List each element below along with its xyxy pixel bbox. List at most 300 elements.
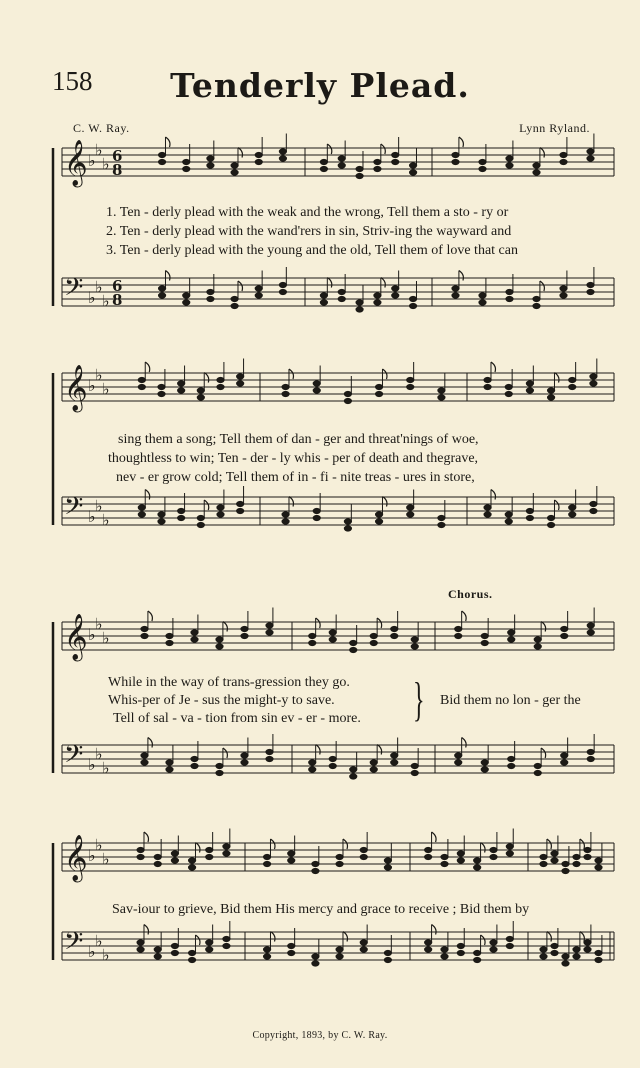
note-head [533, 303, 540, 308]
note-head [411, 763, 418, 768]
note-head [166, 760, 173, 765]
note-head [560, 293, 567, 298]
note-head [457, 950, 464, 955]
note-head [178, 388, 185, 393]
note-head [547, 395, 554, 400]
note-head [338, 163, 345, 168]
note-head [329, 630, 336, 635]
flat-icon: ♭ [102, 510, 110, 530]
note-head [344, 526, 351, 531]
note-head [207, 163, 214, 168]
note-head [138, 512, 145, 517]
note-head [561, 626, 568, 631]
note-head [266, 623, 273, 628]
note-head [455, 633, 462, 638]
note-flag [204, 373, 209, 383]
note-head [370, 640, 377, 645]
note-flag [327, 278, 332, 288]
note-head [206, 940, 213, 945]
note-head [154, 947, 161, 952]
note-head [166, 633, 173, 638]
flat-icon: ♭ [95, 277, 103, 297]
note-head [137, 947, 144, 952]
note-head [370, 760, 377, 765]
flat-icon: ♭ [88, 625, 96, 644]
note-flag [481, 843, 486, 853]
note-flag [381, 144, 386, 154]
note-head [452, 293, 459, 298]
note-head [255, 152, 262, 157]
note-head [569, 505, 576, 510]
chorus-line1: Bid them no lon - ger the [440, 693, 581, 708]
flat-icon: ♭ [88, 376, 96, 395]
flat-icon: ♭ [95, 835, 103, 855]
verse1-line3: While in the way of trans-gression they go. [108, 675, 350, 690]
note-head [560, 152, 567, 157]
note-head [288, 943, 295, 948]
note-head [191, 630, 198, 635]
note-flag [432, 832, 437, 842]
note-head [590, 501, 597, 506]
note-head [360, 854, 367, 859]
note-head [282, 391, 289, 396]
note-flag [343, 839, 348, 849]
note-head [223, 936, 230, 941]
note-head [183, 293, 190, 298]
note-head [288, 858, 295, 863]
flat-icon: ♭ [95, 140, 103, 160]
note-flag [462, 738, 467, 748]
note-head [508, 763, 515, 768]
note-head [409, 163, 416, 168]
note-head [384, 865, 391, 870]
flat-icon: ♭ [95, 496, 103, 516]
note-head [438, 395, 445, 400]
note-head [171, 943, 178, 948]
note-head [392, 286, 399, 291]
note-head [197, 522, 204, 527]
note-head [350, 647, 357, 652]
flat-icon: ♭ [95, 931, 103, 951]
flat-icon: ♭ [88, 846, 96, 865]
note-head [562, 954, 569, 959]
note-head [138, 505, 145, 510]
note-head [350, 774, 357, 779]
note-head [370, 767, 377, 772]
note-flag [145, 362, 150, 372]
note-head [457, 943, 464, 948]
note-head [374, 166, 381, 171]
note-head [158, 519, 165, 524]
note-head [344, 398, 351, 403]
note-head [540, 861, 547, 866]
note-head [569, 384, 576, 389]
note-head [540, 947, 547, 952]
note-flag [382, 497, 387, 507]
note-head [474, 950, 481, 955]
note-flag [382, 369, 387, 379]
note-head [562, 861, 569, 866]
note-head [506, 851, 513, 856]
note-head [217, 377, 224, 382]
note-head [279, 282, 286, 287]
note-head [392, 159, 399, 164]
note-head [207, 296, 214, 301]
note-head [309, 633, 316, 638]
note-head [320, 159, 327, 164]
note-head [407, 505, 414, 510]
flat-icon: ♭ [102, 154, 110, 174]
note-head [217, 384, 224, 389]
note-head [255, 286, 262, 291]
note-head [320, 300, 327, 305]
note-head [534, 763, 541, 768]
note-head [411, 644, 418, 649]
note-head [137, 940, 144, 945]
note-head [438, 515, 445, 520]
note-head [551, 950, 558, 955]
note-head [561, 760, 568, 765]
note-head [452, 152, 459, 157]
note-flag [343, 932, 348, 942]
note-head [309, 760, 316, 765]
note-head [183, 166, 190, 171]
time-signature-bottom: 8 [112, 161, 123, 179]
note-head [479, 300, 486, 305]
note-head [455, 753, 462, 758]
note-head [356, 307, 363, 312]
note-flag [462, 611, 467, 621]
note-head [241, 626, 248, 631]
note-head [312, 861, 319, 866]
note-head [158, 159, 165, 164]
bass-clef-icon: 𝄢 [64, 273, 84, 308]
note-head [231, 296, 238, 301]
note-head [197, 388, 204, 393]
chorus-line2: Sav-iour to grieve, Bid them His mercy and grace to receive ; Bid them by [112, 902, 530, 917]
note-head [595, 950, 602, 955]
bass-clef-icon: 𝄢 [64, 492, 84, 527]
note-head [158, 512, 165, 517]
note-head [231, 163, 238, 168]
note-head [457, 851, 464, 856]
note-head [279, 289, 286, 294]
note-flag [432, 925, 437, 935]
note-head [338, 296, 345, 301]
note-flag [195, 843, 200, 853]
note-head [344, 391, 351, 396]
hymn-title: Tenderly Plead. [170, 66, 470, 105]
note-head [392, 152, 399, 157]
note-head [336, 947, 343, 952]
note-head [425, 847, 432, 852]
note-head [336, 854, 343, 859]
note-flag [223, 622, 228, 632]
note-head [533, 296, 540, 301]
note-head [441, 947, 448, 952]
note-head [141, 760, 148, 765]
note-head [313, 388, 320, 393]
verse3-line3: Tell of sal - va - tion from sin ev - er - more. [113, 711, 361, 726]
treble-clef-icon: 𝄞 [64, 140, 88, 186]
note-head [223, 943, 230, 948]
note-flag [377, 618, 382, 628]
note-head [526, 388, 533, 393]
note-head [338, 156, 345, 161]
note-head [547, 388, 554, 393]
note-head [312, 954, 319, 959]
note-head [391, 626, 398, 631]
note-head [282, 384, 289, 389]
note-head [188, 950, 195, 955]
note-head [158, 391, 165, 396]
note-flag [289, 369, 294, 379]
note-head [506, 289, 513, 294]
note-flag [540, 281, 545, 291]
note-head [505, 391, 512, 396]
note-head [587, 149, 594, 154]
note-head [338, 289, 345, 294]
note-flag [270, 839, 275, 849]
note-head [551, 858, 558, 863]
note-head [137, 854, 144, 859]
note-head [255, 293, 262, 298]
note-flag [580, 932, 585, 942]
note-head [457, 858, 464, 863]
note-head [407, 512, 414, 517]
treble-clef-icon: 𝄞 [64, 835, 88, 881]
note-head [479, 166, 486, 171]
note-head [370, 633, 377, 638]
note-head [154, 854, 161, 859]
note-head [573, 861, 580, 866]
note-head [154, 954, 161, 959]
note-head [481, 760, 488, 765]
note-flag [491, 490, 496, 500]
note-head [223, 851, 230, 856]
note-flag [327, 144, 332, 154]
note-head [508, 630, 515, 635]
note-head [409, 170, 416, 175]
note-head [141, 633, 148, 638]
note-head [411, 637, 418, 642]
note-head [584, 854, 591, 859]
note-head [562, 868, 569, 873]
flat-icon: ♭ [102, 628, 110, 648]
note-head [329, 637, 336, 642]
note-flag [148, 611, 153, 621]
note-head [506, 163, 513, 168]
note-head [590, 508, 597, 513]
note-head [138, 384, 145, 389]
note-head [595, 858, 602, 863]
verse3-line2: nev - er grow cold; Tell them of in - fi - nite treas - ures in store, [116, 470, 475, 485]
note-head [479, 159, 486, 164]
note-head [587, 282, 594, 287]
note-flag [223, 748, 228, 758]
flat-icon: ♭ [95, 744, 103, 764]
note-head [438, 388, 445, 393]
note-head [141, 753, 148, 758]
note-head [505, 519, 512, 524]
note-head [595, 865, 602, 870]
flat-icon: ♭ [102, 291, 110, 311]
note-head [191, 763, 198, 768]
flat-icon: ♭ [102, 379, 110, 399]
note-head [474, 858, 481, 863]
author-credit: Lynn Ryland. [519, 121, 590, 135]
note-flag [270, 932, 275, 942]
note-head [547, 515, 554, 520]
note-head [158, 286, 165, 291]
note-head [183, 300, 190, 305]
note-head [336, 954, 343, 959]
note-head [561, 753, 568, 758]
note-head [587, 630, 594, 635]
note-head [409, 303, 416, 308]
note-flag [554, 500, 559, 510]
note-head [313, 515, 320, 520]
note-head [279, 149, 286, 154]
note-head [560, 159, 567, 164]
note-head [237, 508, 244, 513]
note-head [344, 519, 351, 524]
note-head [197, 515, 204, 520]
note-head [266, 749, 273, 754]
note-head [223, 844, 230, 849]
note-flag [541, 622, 546, 632]
note-head [484, 384, 491, 389]
note-head [279, 156, 286, 161]
note-head [455, 760, 462, 765]
note-head [407, 384, 414, 389]
note-head [584, 947, 591, 952]
flat-icon: ♭ [102, 945, 110, 965]
note-head [540, 954, 547, 959]
note-head [587, 623, 594, 628]
note-head [288, 950, 295, 955]
note-head [506, 844, 513, 849]
note-head [490, 940, 497, 945]
note-head [288, 851, 295, 856]
note-head [282, 519, 289, 524]
note-head [217, 505, 224, 510]
note-head [206, 947, 213, 952]
note-head [560, 286, 567, 291]
note-head [484, 512, 491, 517]
note-head [197, 395, 204, 400]
note-head [547, 522, 554, 527]
note-head [533, 170, 540, 175]
note-head [452, 159, 459, 164]
note-head [534, 637, 541, 642]
note-head [590, 374, 597, 379]
note-head [533, 163, 540, 168]
verse1-line2: sing them a song; Tell them of dan - ger and threat'nings of woe, [118, 432, 479, 447]
note-head [534, 644, 541, 649]
treble-clef-icon: 𝄞 [64, 365, 88, 411]
time-signature-bottom: 8 [112, 291, 123, 309]
note-head [392, 293, 399, 298]
note-head [241, 760, 248, 765]
note-head [506, 936, 513, 941]
note-head [374, 293, 381, 298]
note-head [562, 961, 569, 966]
note-flag [165, 271, 170, 281]
note-head [237, 374, 244, 379]
note-head [505, 512, 512, 517]
note-flag [547, 932, 552, 942]
note-head [384, 950, 391, 955]
note-head [441, 854, 448, 859]
note-head [526, 508, 533, 513]
note-head [481, 640, 488, 645]
note-head [166, 767, 173, 772]
note-head [584, 847, 591, 852]
note-flag [316, 745, 321, 755]
note-head [183, 159, 190, 164]
note-head [384, 957, 391, 962]
note-head [312, 961, 319, 966]
note-head [282, 512, 289, 517]
note-head [573, 947, 580, 952]
note-head [569, 377, 576, 382]
verse1-line1: 1. Ten - derly plead with the weak and the wrong, Tell them a sto - ry or [106, 205, 509, 220]
note-head [171, 851, 178, 856]
note-flag [144, 832, 149, 842]
note-head [216, 637, 223, 642]
note-head [551, 851, 558, 856]
note-head [375, 391, 382, 396]
note-head [479, 293, 486, 298]
flat-icon: ♭ [102, 758, 110, 778]
note-flag [195, 935, 200, 945]
note-head [266, 630, 273, 635]
note-flag [148, 738, 153, 748]
copyright-notice: Copyright, 1893, by C. W. Ray. [252, 1030, 388, 1041]
note-head [360, 847, 367, 852]
note-flag [491, 362, 496, 372]
note-head [409, 296, 416, 301]
note-head [237, 501, 244, 506]
note-head [350, 640, 357, 645]
flat-icon: ♭ [95, 614, 103, 634]
note-head [590, 381, 597, 386]
note-head [425, 947, 432, 952]
note-head [505, 384, 512, 389]
flat-icon: ♭ [102, 849, 110, 869]
verse-brace: } [413, 673, 425, 726]
note-head [266, 756, 273, 761]
verse3-line1: 3. Ten - derly plead with the young and the old, Tell them of love that can [106, 243, 518, 258]
note-flag [238, 281, 243, 291]
note-head [217, 512, 224, 517]
note-head [178, 515, 185, 520]
note-head [191, 756, 198, 761]
note-head [360, 940, 367, 945]
note-head [329, 763, 336, 768]
note-flag [540, 148, 545, 158]
note-head [263, 947, 270, 952]
note-head [255, 159, 262, 164]
note-head [171, 950, 178, 955]
note-head [587, 749, 594, 754]
flat-icon: ♭ [88, 755, 96, 774]
note-head [490, 947, 497, 952]
flat-icon: ♭ [88, 288, 96, 307]
note-head [587, 289, 594, 294]
note-head [526, 515, 533, 520]
